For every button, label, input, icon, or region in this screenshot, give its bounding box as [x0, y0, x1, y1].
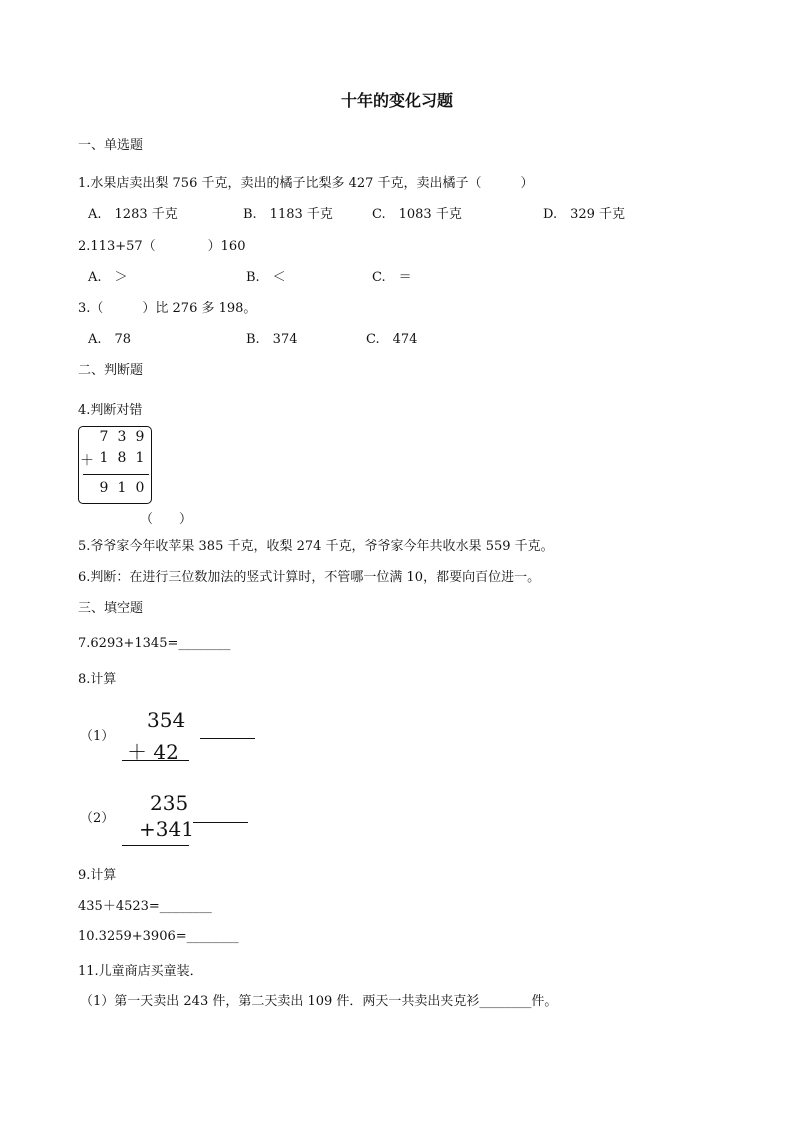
digit: 1: [135, 450, 145, 466]
question-3-stem: 3.（ ）比 276 多 198。: [78, 301, 257, 316]
answer-blank[interactable]: [193, 822, 248, 823]
digit: 0: [135, 480, 145, 496]
question-9-expression[interactable]: 435＋4523=________: [78, 899, 212, 914]
sum-rule: [122, 760, 189, 761]
question-1-stem: 1.水果店卖出梨 756 千克，卖出的橘子比梨多 427 千克，卖出橘子（ ）: [78, 176, 534, 191]
digit: 9: [99, 480, 109, 496]
digit: 1: [99, 450, 109, 466]
sum-rule: [122, 845, 189, 846]
question-1-option-c[interactable]: C. 1083 千克: [372, 207, 462, 222]
question-2-option-a[interactable]: A. ＞: [88, 270, 128, 285]
question-1-option-d[interactable]: D. 329 千克: [543, 207, 626, 222]
part-2-label: （2）: [80, 811, 115, 826]
question-1-option-a[interactable]: A. 1283 千克: [88, 207, 178, 222]
answer-blank[interactable]: [200, 738, 255, 739]
answer-parentheses[interactable]: （ ）: [140, 512, 193, 527]
question-3-option-b[interactable]: B. 374: [246, 332, 298, 347]
digit: 1: [117, 480, 127, 496]
question-2-option-c[interactable]: C. ＝: [372, 270, 412, 285]
question-3-option-a[interactable]: A. 78: [88, 332, 132, 347]
question-11-stem: 11.儿童商店买童装．: [78, 964, 203, 979]
addend-bottom: ＋ 42: [127, 740, 179, 764]
question-2-stem: 2.113+57（ ）160: [78, 239, 246, 254]
addend-top: 235: [150, 791, 189, 815]
question-3-option-c[interactable]: C. 474: [366, 332, 418, 347]
digit: 3: [117, 429, 127, 445]
question-5-stem: 5.爷爷家今年收苹果 385 千克，收梨 274 千克，爷爷家今年共收水果 559 千克。: [78, 539, 554, 554]
question-4-stem: 4.判断对错: [78, 403, 143, 418]
question-11-part-1[interactable]: （1）第一天卖出 243 件，第二天卖出 109 件．两天一共卖出夹克衫________件。: [80, 994, 558, 1009]
addend-bottom: +341: [139, 817, 194, 841]
section-heading-true-false: 二、判断题: [78, 363, 144, 378]
question-7-stem[interactable]: 7.6293+1345=________: [78, 636, 231, 651]
question-10-stem[interactable]: 10.3259+3906=________: [78, 929, 239, 944]
addend-top: 354: [147, 708, 186, 732]
section-heading-single-choice: 一、单选题: [78, 138, 144, 153]
vertical-addition-box: [78, 426, 152, 504]
question-2-option-b[interactable]: B. ＜: [246, 270, 286, 285]
question-9-stem: 9.计算: [78, 868, 117, 883]
question-8-stem: 8.计算: [78, 672, 117, 687]
plus-sign: ＋: [80, 453, 94, 469]
digit: 7: [99, 429, 109, 445]
question-1-option-b[interactable]: B. 1183 千克: [243, 207, 333, 222]
part-1-label: （1）: [80, 729, 115, 744]
digit: 9: [135, 429, 145, 445]
page-title: 十年的变化习题: [340, 91, 453, 110]
question-6-stem: 6.判断：在进行三位数加法的竖式计算时，不管哪一位满 10，都要向百位进一。: [78, 570, 541, 585]
section-heading-fill-blank: 三、填空题: [78, 601, 144, 616]
sum-rule: [83, 474, 149, 475]
digit: 8: [117, 450, 127, 466]
